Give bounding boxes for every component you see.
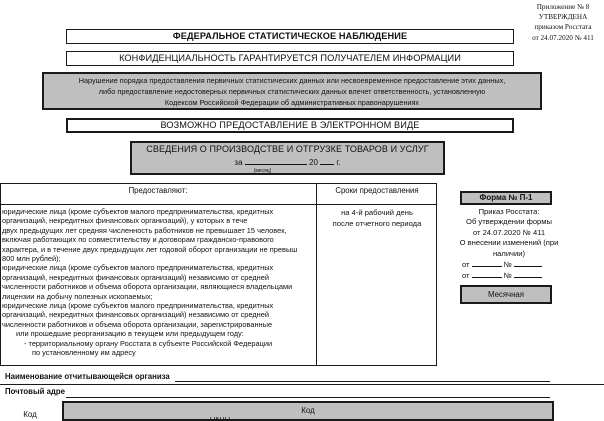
submitter-line: численности работников и объема оборота организации, являющиеся владельцами <box>2 282 293 292</box>
submitter-line: организаций, некредитных финансовых организаций), у которых в тече <box>2 216 248 226</box>
legal-warning-box <box>42 72 542 110</box>
report-title-box <box>130 141 445 175</box>
submitter-line: юридические лица (кроме субъектов малого предпринимательства, кредитных <box>2 207 274 216</box>
amend-label: О внесении изменений (при <box>459 238 559 248</box>
submitter-line: лицензии на добычу полезных ископаемых; <box>2 291 153 301</box>
approval-date: от 24.07.2020 № 411 <box>532 33 594 42</box>
warning-line: либо предоставление недостоверных первичных статистических данных влечет ответственность, установленную <box>98 86 486 96</box>
code-column-label: Код <box>23 410 37 419</box>
submitter-line: - территориальному органу Росстата в субъекте Российской Федерации <box>24 338 273 348</box>
okpo-label-partial: ОКПО <box>210 417 230 421</box>
reporting-org-label: Наименование отчитывающейся организа <box>5 372 170 381</box>
amend-number-field[interactable] <box>514 270 542 278</box>
amend-date-field[interactable] <box>472 259 502 267</box>
submitter-line: двух предыдущих лет средняя численность работников не превышает 15 человек, <box>2 225 287 235</box>
submitter-line: характера, и в течение двух предыдущих лет годовой оборот организации не превыш <box>2 244 298 254</box>
report-period-line <box>132 156 443 168</box>
amend-number-label: № <box>503 260 512 269</box>
code-header-bar: Код <box>62 401 554 421</box>
report-year-suffix: г. <box>336 158 341 167</box>
confidentiality-banner: КОНФИДЕНЦИАЛЬНОСТЬ ГАРАНТИРУЕТСЯ ПОЛУЧАТЕЛЕМ ИНФОРМАЦИИ <box>66 51 514 66</box>
deadlines-text <box>317 207 437 229</box>
submitters-header-divider <box>0 204 437 205</box>
periodicity-box: Месячная <box>460 285 552 304</box>
amendment-row-1 <box>462 259 572 269</box>
warning-line: Нарушение порядка предоставления первичных статистических данных или несвоевременное предоставление этих данных, <box>78 76 506 85</box>
submitter-line: включая работающих по совместительству и договорам гражданско-правового <box>2 235 274 245</box>
submitter-line: по установленному им адресу <box>32 348 136 358</box>
electronic-submission-banner: ВОЗМОЖНО ПРЕДОСТАВЛЕНИЕ В ЭЛЕКТРОННОМ ВИДЕ <box>66 118 514 133</box>
reporting-org-divider <box>0 384 604 385</box>
report-month-field[interactable] <box>245 156 307 165</box>
postal-address-field[interactable] <box>66 397 550 398</box>
reporting-org-field[interactable] <box>175 381 550 382</box>
form-number-box: Форма № П-1 <box>460 191 552 205</box>
amendment-row-2 <box>462 270 572 280</box>
deadlines-header: Сроки предоставления <box>335 186 419 195</box>
approval-block <box>522 2 604 43</box>
submitter-line: юридические лица (кроме субъектов малого предпринимательства, кредитных <box>2 301 274 311</box>
warning-line: Кодексом Российской Федерации об административных правонарушениях <box>164 97 420 107</box>
amend-number-field[interactable] <box>514 259 542 267</box>
postal-address-label: Почтовый адре <box>5 387 65 396</box>
amend-date-field[interactable] <box>472 270 502 278</box>
report-for-label: за <box>234 158 243 167</box>
federal-observation-banner: ФЕДЕРАЛЬНОЕ СТАТИСТИЧЕСКОЕ НАБЛЮДЕНИЕ <box>66 29 514 44</box>
submitter-line: юридические лица (кроме субъектов малого предпринимательства, кредитных <box>2 263 274 273</box>
approval-order: приказом Росстата <box>534 23 592 32</box>
submitters-text <box>2 207 316 365</box>
code-left-border <box>62 413 63 421</box>
deadline-line: на 4-й рабочий день <box>341 208 413 217</box>
report-period-caption: (месяц) <box>253 168 272 174</box>
submitter-line: 800 млн рублей); <box>2 254 61 264</box>
order-label: Приказ Росстата: <box>478 207 540 216</box>
submitter-line: или прошедшие реорганизацию в текущем или предыдущем году: <box>16 329 244 339</box>
submitters-header: Предоставляют: <box>128 186 188 195</box>
report-title: СВЕДЕНИЯ О ПРОИЗВОДСТВЕ И ОТГРУЗКЕ ТОВАРОВ И УСЛУГ <box>146 144 429 154</box>
submitter-line: численности работников и объема оборота организации, зарегистрированные <box>2 319 273 329</box>
amend-from-label: от <box>462 271 470 280</box>
report-year-field[interactable] <box>320 156 334 165</box>
submitter-line: организаций, некредитных финансовых организаций) независимо от средней <box>2 310 269 320</box>
deadline-line: после отчетного периода <box>332 219 422 228</box>
report-year-label: 20 <box>309 158 318 167</box>
order-approval-date: от 24.07.2020 № 411 <box>472 227 546 237</box>
form-order-info <box>444 207 574 259</box>
approval-appendix: Приложение № 8 <box>536 3 590 11</box>
approval-approved: УТВЕРЖДЕНА <box>538 13 588 22</box>
amend-from-label: от <box>462 260 470 269</box>
order-approval-label: Об утверждении формы <box>466 217 552 227</box>
amend-label-cont: наличии) <box>492 248 526 258</box>
submitter-line: организаций, некредитных финансовых организаций) независимо от средней <box>2 272 269 282</box>
amend-number-label: № <box>503 271 512 280</box>
